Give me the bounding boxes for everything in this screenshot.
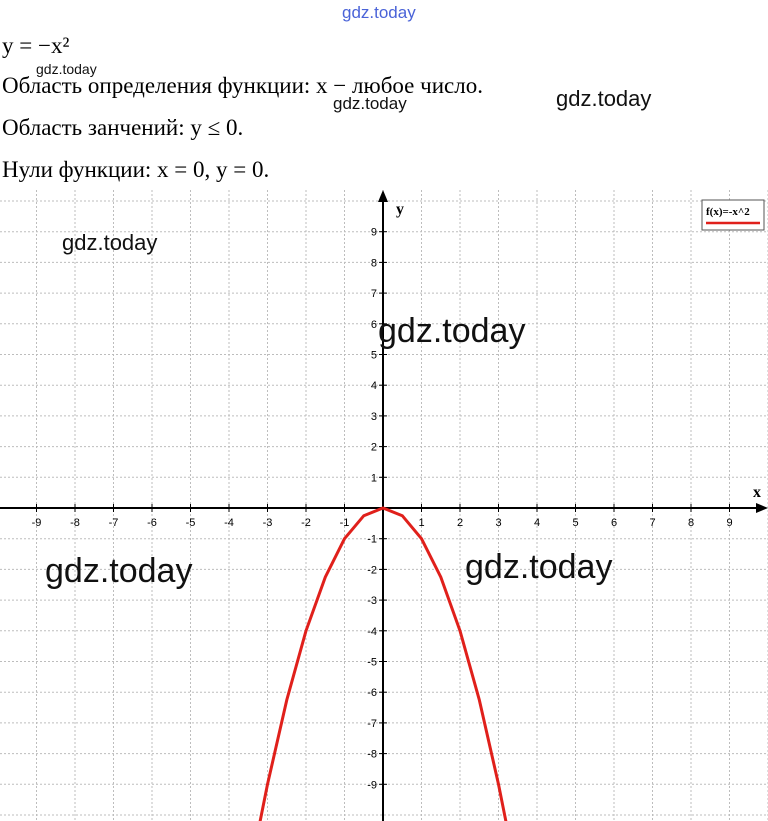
x-tick-label: 6 <box>610 517 618 529</box>
domain-statement: Область определения функции: x − любое число. <box>2 73 483 98</box>
watermark: gdz.today <box>465 548 613 586</box>
y-tick-label: 5 <box>370 349 377 362</box>
legend <box>702 200 764 230</box>
x-tick-label: -9 <box>31 517 42 529</box>
zeros-statement: Нули функции: x = 0, y = 0. <box>2 157 270 182</box>
x-axis-arrow <box>756 503 768 513</box>
x-tick-label: 2 <box>456 517 464 529</box>
x-tick-label: -4 <box>224 517 234 529</box>
y-tick-label: -3 <box>367 595 377 608</box>
watermark: gdz.today <box>556 86 652 111</box>
equation: y = −x² <box>2 33 70 58</box>
watermark: gdz.today <box>378 312 526 350</box>
x-tick-label: -6 <box>147 517 157 529</box>
y-tick-label: -6 <box>367 687 377 700</box>
y-tick-label: -2 <box>367 564 377 577</box>
y-axis-arrow <box>378 190 388 202</box>
y-tick-label: 7 <box>370 288 377 301</box>
x-tick-label: 9 <box>726 517 733 529</box>
watermark: gdz.today <box>333 94 407 113</box>
x-tick-label: 3 <box>495 517 502 529</box>
x-axis-label: x <box>753 484 761 501</box>
watermark: gdz.today <box>62 230 158 255</box>
y-tick-label: -8 <box>367 748 377 761</box>
x-tick-label: -5 <box>185 517 196 529</box>
y-tick-label: -5 <box>367 656 377 669</box>
x-tick-label: 5 <box>572 517 579 529</box>
watermark: gdz.today <box>36 61 97 77</box>
y-tick-label: -9 <box>367 779 377 792</box>
x-tick-label: 1 <box>418 517 425 529</box>
y-tick-label: 3 <box>370 410 377 423</box>
range-statement: Область занчений: y ≤ 0. <box>2 115 244 140</box>
x-tick-label: -2 <box>301 517 311 529</box>
y-tick-label: 4 <box>370 380 377 393</box>
x-tick-label: -8 <box>70 517 80 529</box>
x-tick-label: -7 <box>108 517 119 529</box>
y-tick-label: 2 <box>370 441 377 454</box>
y-tick-label: 9 <box>370 226 377 239</box>
watermark: gdz.today <box>45 552 193 590</box>
y-tick-label: -4 <box>367 625 377 638</box>
function-graph <box>0 190 768 821</box>
watermark: gdz.today <box>342 3 416 22</box>
y-tick-label: -7 <box>367 717 377 730</box>
x-tick-label: -3 <box>262 517 273 529</box>
y-tick-label: 8 <box>370 257 377 270</box>
legend-label: f(x)=-x^2 <box>706 206 750 218</box>
y-axis-label: y <box>396 201 404 218</box>
y-tick-label: 1 <box>370 472 377 485</box>
y-tick-label: 6 <box>370 318 377 331</box>
x-tick-label: 8 <box>687 517 695 529</box>
y-tick-label: -1 <box>367 533 377 546</box>
x-tick-label: 4 <box>533 517 541 529</box>
x-tick-label: -1 <box>339 517 350 529</box>
x-tick-label: 7 <box>649 517 656 529</box>
